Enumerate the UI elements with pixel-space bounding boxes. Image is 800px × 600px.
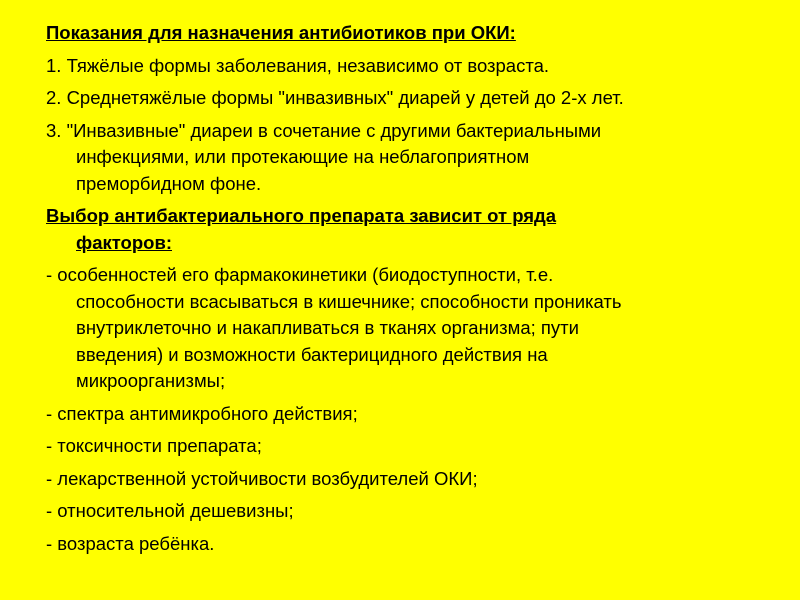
factor-item-1 [46, 262, 760, 395]
factor-item-1-line-4: введения) и возможности бактерицидного действия на [76, 343, 548, 365]
selection-heading-line-2: факторов: [76, 231, 172, 253]
factor-item-1-line-5: микроорганизмы; [76, 370, 226, 391]
indication-item-3-line-1: 3. "Инвазивные" диареи в сочетание с другими бактериальными [46, 119, 602, 141]
factor-item-1-line-2: способности всасываться в кишечнике; способности проникать [76, 290, 622, 312]
indication-item-3-line-3: преморбидном фоне. [76, 172, 262, 194]
factor-item-2: - спектра антимикробного действия; [46, 402, 358, 424]
indication-item-3-line-2: инфекциями, или протекающие на неблагоприятном [76, 146, 530, 167]
factor-item-3: - токсичности препарата; [46, 435, 262, 456]
indication-item-1: 1. Тяжёлые формы заболевания, независимо от возраста. [46, 54, 550, 76]
selection-heading [46, 203, 760, 256]
factor-item-6: - возраста ребёнка. [46, 532, 215, 554]
factor-item-5: - относительной дешевизны; [46, 500, 294, 521]
indication-item-2: 2. Среднетяжёлые формы "инвазивных" диарей у детей до 2-х лет. [46, 87, 624, 108]
factor-item-4: - лекарственной устойчивости возбудителей ОКИ; [46, 467, 478, 489]
indication-item-3 [46, 118, 760, 198]
indications-heading: Показания для назначения антибиотиков при ОКИ: [46, 22, 516, 43]
factor-item-1-line-1: - особенностей его фармакокинетики (биодоступности, т.е. [46, 264, 554, 285]
selection-heading-line-1: Выбор антибактериального препарата зависит от ряда [46, 205, 557, 226]
factor-item-1-line-3: внутриклеточно и накапливаться в тканях организма; пути [76, 317, 579, 338]
